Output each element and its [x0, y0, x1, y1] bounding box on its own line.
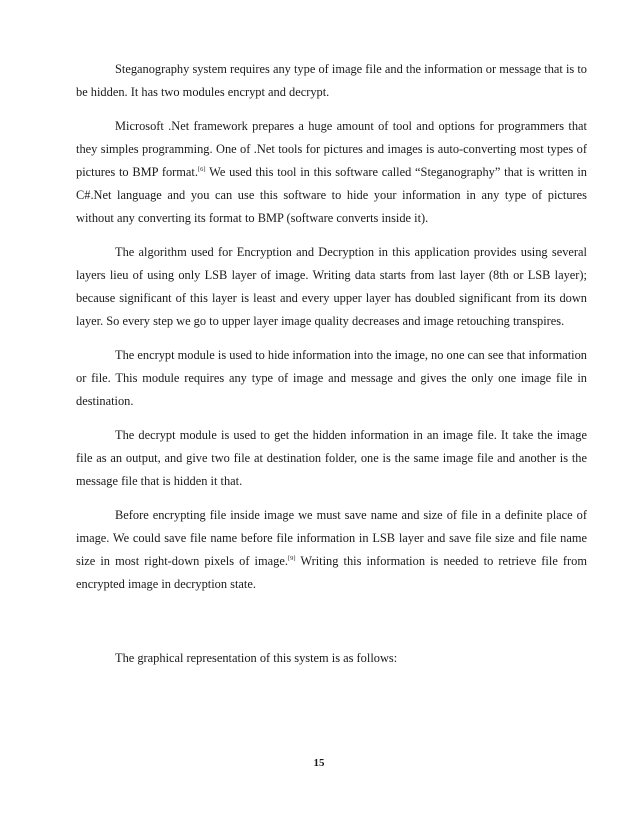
paragraph-dotnet: [76, 115, 587, 230]
paragraph-text: Writing this information is needed to retrieve file from encrypted image in decryption state.: [76, 554, 587, 591]
paragraph-text: Microsoft .Net framework prepares a huge amount of tool and options for programmers that they simples programming. One of .Net tools for pictures and images is auto-converting most types of pictures to BMP format.: [76, 119, 587, 179]
citation-marker: [6]: [197, 166, 206, 173]
page-number: 15: [313, 757, 325, 769]
paragraph-decrypt-module: [76, 424, 587, 493]
paragraph-text: Steganography system requires any type of image file and the information or message that is to be hidden. It has two modules encrypt and decrypt.: [76, 62, 587, 99]
body-text: [76, 58, 587, 596]
paragraph-text: The decrypt module is used to get the hidden information in an image file. It take the image file as an output, and give two file at destination folder, one is the same image file and another is the message file that is hidden it that.: [76, 428, 587, 488]
paragraph-text: We used this tool in this software called “Steganography” that is written in C#.Net language and you can use this software to hide your information in any type of pictures without any converting its format to BMP (software converts inside it).: [76, 165, 587, 225]
paragraph-graphical-representation: The graphical representation of this system is as follows:: [115, 651, 398, 665]
paragraph-text: The encrypt module is used to hide information into the image, no one can see that information or file. This module requires any type of image and message and gives the only one image file in destination.: [76, 348, 587, 408]
paragraph-text: The algorithm used for Encryption and Decryption in this application provides using several layers lieu of using only LSB layer of image. Writing data starts from last layer (8th or LSB layer); because significant of this layer is least and every upper layer has doubled significant from its down layer. So every step we go to upper layer image quality decreases and image retouching transpires.: [76, 245, 587, 328]
paragraph-encrypt-module: [76, 344, 587, 413]
paragraph-file-info: [76, 504, 587, 596]
paragraph-algorithm: [76, 241, 587, 333]
paragraph-overview: [76, 58, 587, 104]
paragraph-text: Before encrypting file inside image we must save name and size of file in a definite place of image. We could save file name before file information in LSB layer and save file size and file name size in most right-down pixels of image.: [76, 508, 587, 568]
citation-marker: [9]: [287, 555, 296, 562]
